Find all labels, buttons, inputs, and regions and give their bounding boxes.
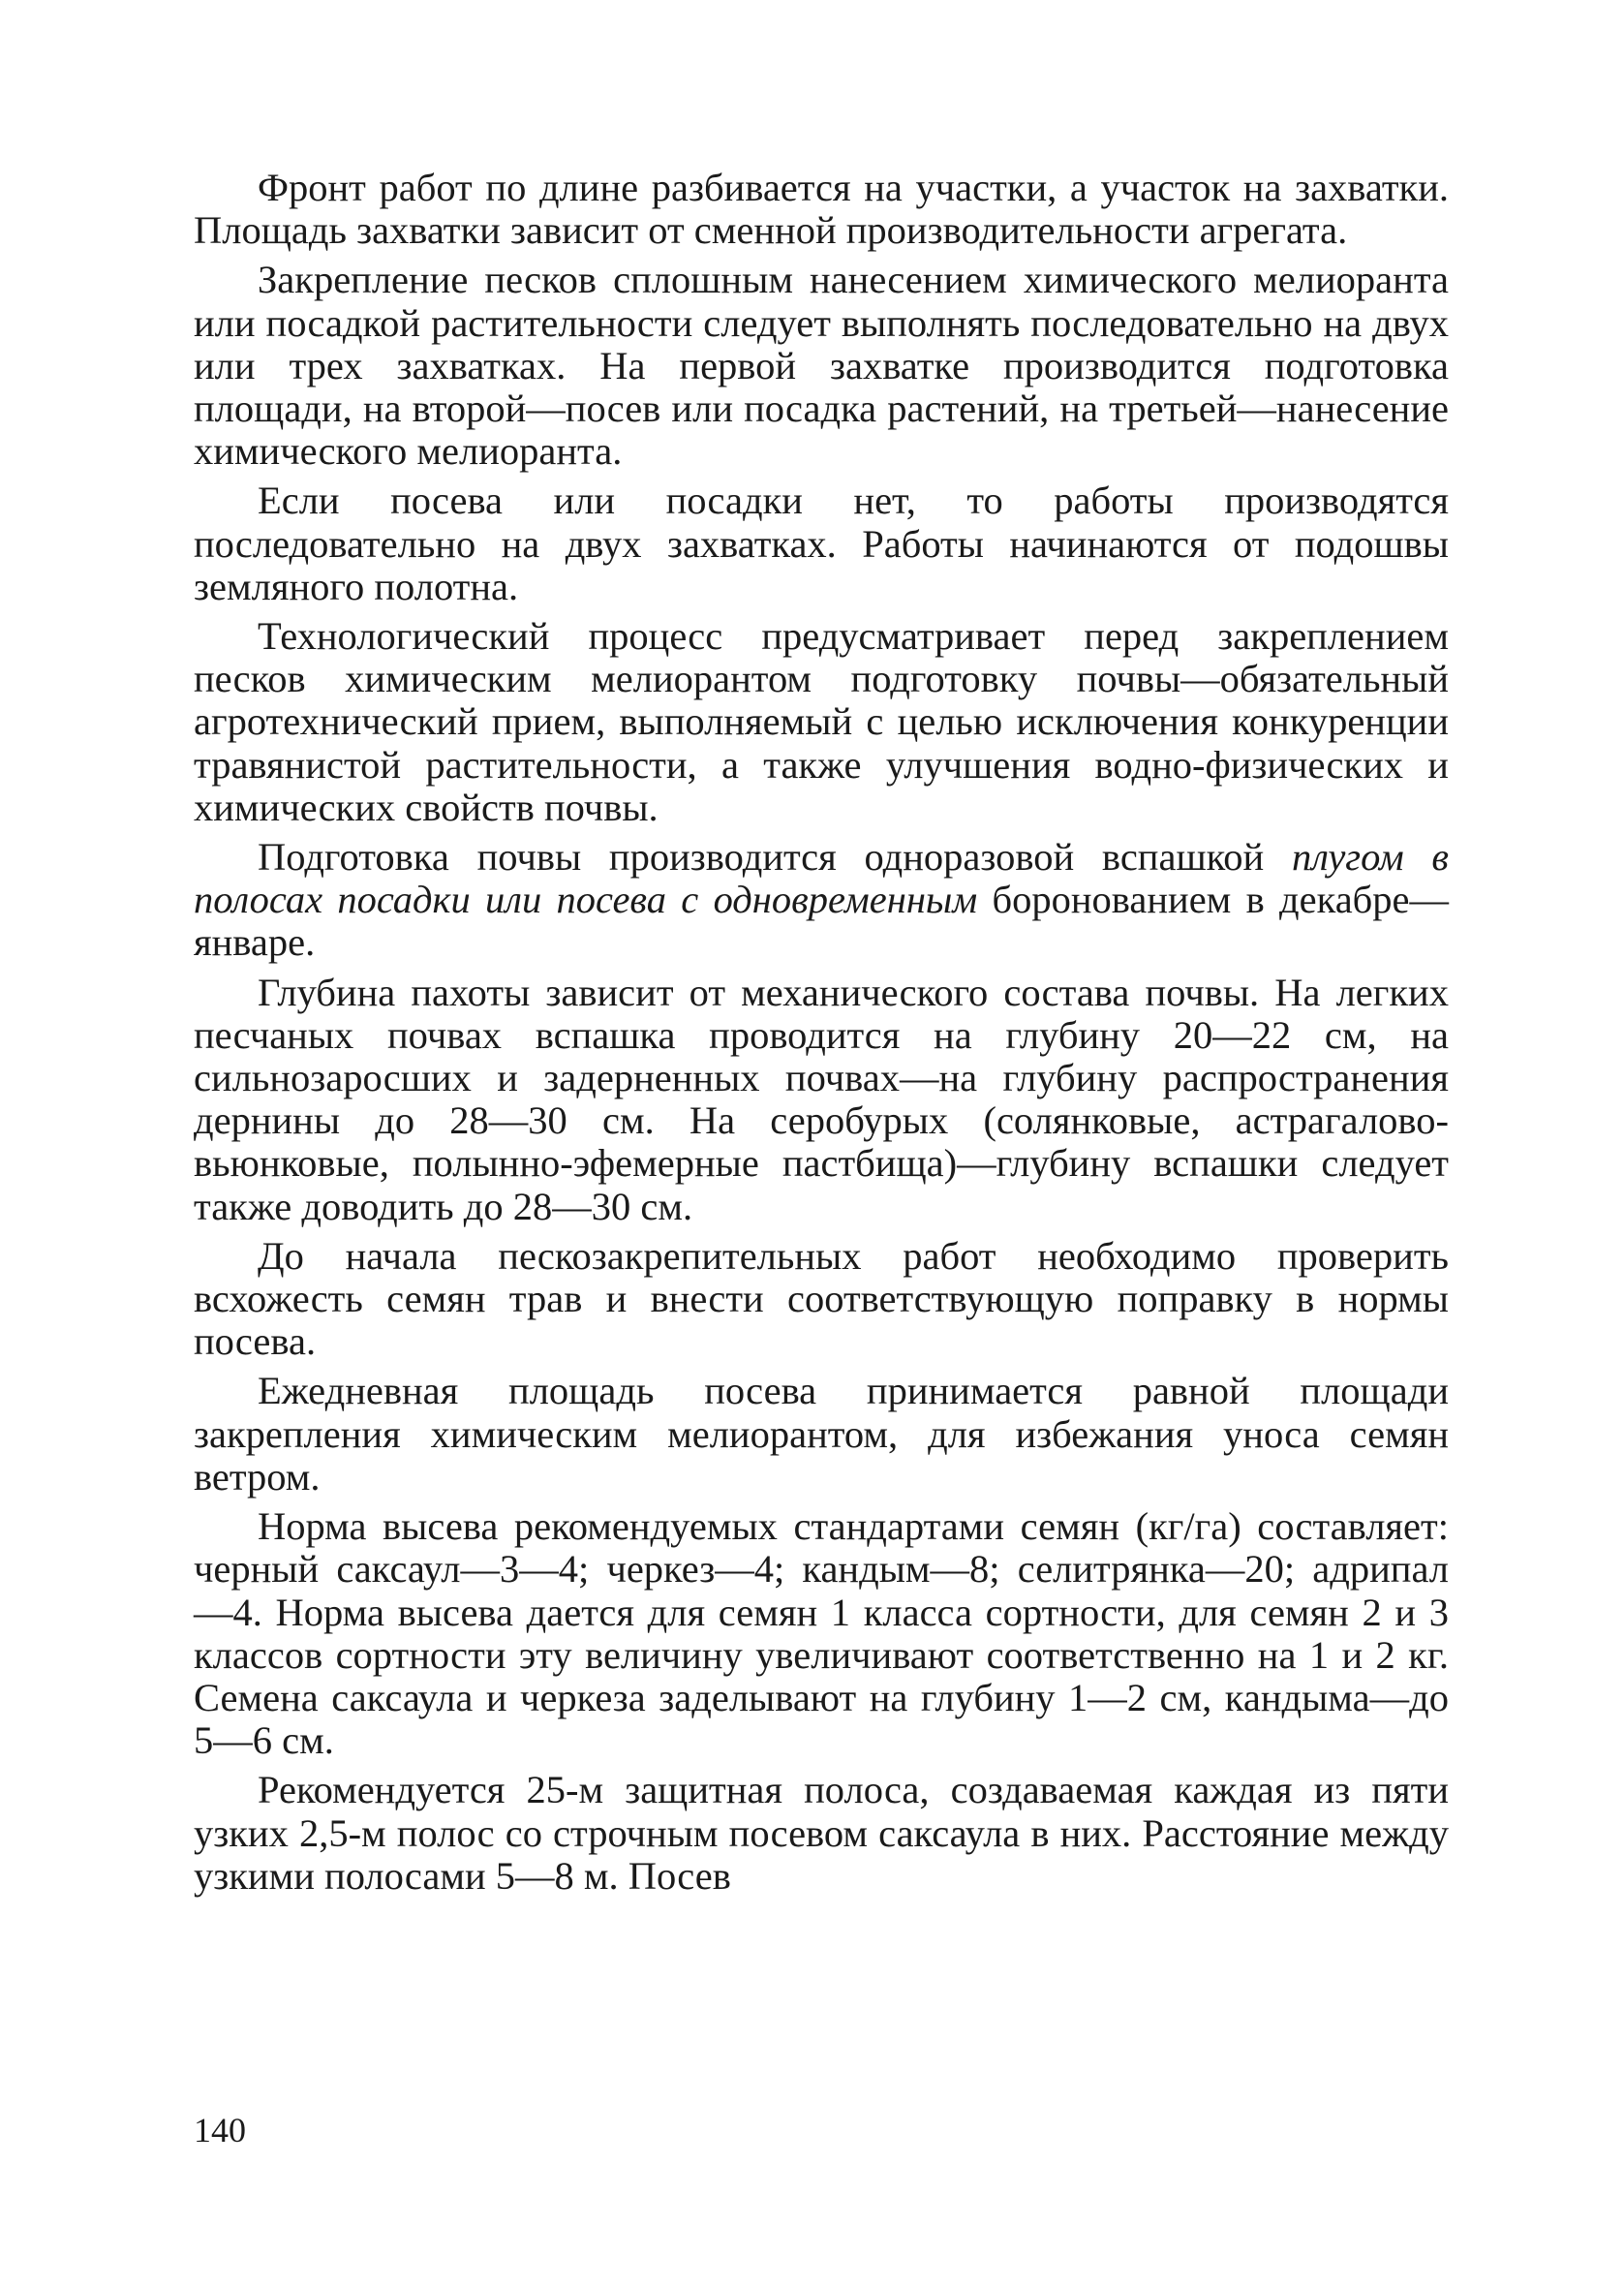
paragraph-sand-fixing: Закрепление песков сплошным нанесением химического мелиоранта или посадкой растительности следует выполнять последовательно на двух или трех захватках. На первой захватке производится подготовка площади, на второй—посев или посадка растений, на третьей—нанесение химического мелиоранта.	[194, 258, 1449, 474]
paragraph-daily-area: Ежедневная площадь посева принимается равной площади закрепления химическим мелиорантом, для избежания уноса семян ветром.	[194, 1369, 1449, 1499]
soil-prep-text-italic: плугом в полосах посадки или посева с одновременным	[194, 835, 1450, 922]
page-number: 140	[194, 2111, 246, 2149]
paragraph-no-sowing: Если посева или посадки нет, то работы производятся последовательно на двух захватках. Работы начинаются от подошвы земляного полотна.	[194, 479, 1449, 608]
paragraph-seed-check: До начала пескозакрепительных работ необходимо проверить всхожесть семян трав и внести соответствующую поправку в нормы посева.	[194, 1233, 1449, 1364]
soil-prep-text-end: боронованием в декабре—январе.	[194, 878, 1450, 965]
paragraph-soil-preparation	[194, 836, 1449, 965]
paragraph-seeding-rate: Норма высева рекомендуемых стандартами семян (кг/га) составляет: черный саксаул—3—4; черкез—4; кандым—8; селитрянка—20; адрипал—4. Норма высева дается для семян 1 класса сортности, для семян 2 и 3 классов сортности эту величину увеличивают соответственно на 1 и 2 кг. Семена саксаула и черкеза заделывают на глубину 1—2 см, кандыма—до 5—6 см.	[194, 1504, 1449, 1763]
paragraph-protective-strip: Рекомендуется 25-м защитная полоса, создаваемая каждая из пяти узких 2,5-м полос со строчным посевом саксаула в них. Расстояние между узкими полосами 5—8 м. Посев	[194, 1768, 1449, 1898]
page-body	[194, 167, 1449, 1904]
soil-prep-text-start: Подготовка почвы производится одноразовой вспашкой	[258, 835, 1265, 880]
paragraph-plowing-depth: Глубина пахоты зависит от механического состава почвы. На легких песчаных почвах вспашка проводится на глубину 20—22 см, на сильнозаросших и задерненных почвах—на глубину распространения дернины до 28—30 см. На серобурых (солянковые, астрагалово-вьюнковые, полынно-эфемерные пастбища)—глубину вспашки следует также доводить до 28—30 см.	[194, 970, 1449, 1228]
paragraph-tech-process: Технологический процесс предусматривает перед закреплением песков химическим мелиорантом подготовку почвы—обязательный агротехнический прием, выполняемый с целью исключения конкуренции травянистой растительности, а также улучшения водно-физических и химических свойств почвы.	[194, 614, 1449, 829]
paragraph-work-front: Фронт работ по длине разбивается на участки, а участок на захватки. Площадь захватки зависит от сменной производительности агрегата.	[194, 166, 1449, 253]
